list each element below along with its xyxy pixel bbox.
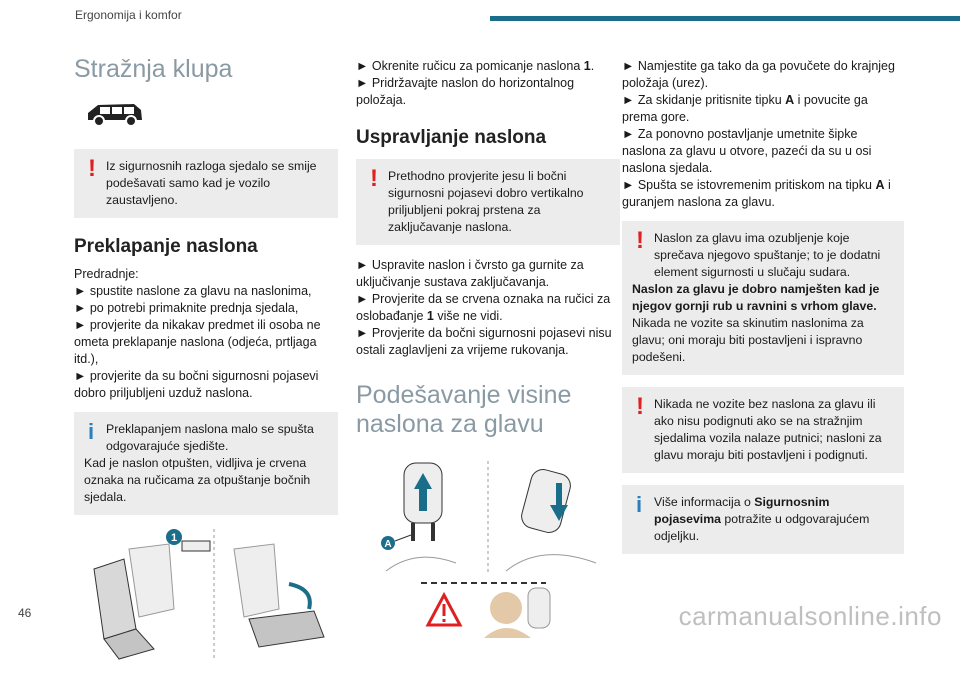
column-3 [622, 58, 904, 566]
headrest-illustration [356, 453, 620, 648]
warning-text-1: Naslon za glavu ima ozubljenje koje sprečava njegovo spuštanje; to je dodatni element sigurnosti u slučaju sudara. [654, 231, 881, 279]
warning-exclamation-icon: ! [636, 393, 644, 420]
info-icon: i [88, 419, 95, 444]
callout-a: A [384, 539, 392, 550]
section-header: Ergonomija i komfor [75, 8, 182, 22]
step-remove: ► Za skidanje pritisnite tipku A i povucite ga prema gore. [622, 93, 868, 124]
step-hold-backrest: ► Pridržavajte naslon do horizontalnog položaja. [356, 76, 575, 107]
warning-exclamation-icon: ! [88, 155, 96, 182]
step-raise-backrest: ► Uspravite naslon i čvrsto ga gurnite za uključivanje sustava zaključavanja. [356, 258, 584, 289]
warning-box-passengers [622, 387, 904, 473]
column-1 [74, 55, 338, 674]
seat-folding-illustration [74, 529, 338, 674]
step-2: ► po potrebi primaknite prednja sjedala, [74, 301, 299, 315]
info-text: Više informacija o Sigurnosnim pojasevima potražite u odgovarajućem odjeljku. [654, 495, 870, 543]
warning-text: Nikada ne vozite bez naslona za glavu ili ako nisu podignuti ako se na stražnjim sjedalima vozila nalaze putnici; nasloni za glavu moraju biti postavljeni i podignuti. [654, 397, 882, 462]
warning-text-bold: Naslon za glavu je dobro namješten kad je njegov gornji rub u ravnini s vrhom glave. [632, 282, 880, 313]
info-text-2: Kad je naslon otpušten, vidljiva je crvena oznaka na ručicama za otpuštanje bočnih sjedala. [84, 456, 311, 504]
warning-exclamation-icon: ! [636, 227, 644, 254]
section-title-folding: Preklapanje naslona [74, 236, 258, 257]
callout-1: 1 [170, 532, 178, 544]
section-title-raising: Uspravljanje naslona [356, 127, 547, 148]
warning-exclamation-icon: ! [370, 165, 378, 192]
warning-box [356, 159, 620, 245]
step-1: ► spustite naslone za glavu na naslonima, [74, 284, 312, 298]
column-2 [356, 58, 620, 648]
step-check-marker: ► Provjerite da se crvena oznaka na ručici za oslobađanje 1 više ne vidi. [356, 292, 611, 323]
warning-text: Iz sigurnosnih razloga sjedalo se smije podešavati samo kad je vozilo zaustavljeno. [106, 159, 317, 207]
info-box [74, 412, 338, 515]
step-pull-up: ► Namjestite ga tako da ga povučete do krajnjeg položaja (urez). [622, 59, 895, 90]
intro-text: Predradnje: [74, 267, 139, 281]
watermark: carmanualsonline.info [678, 601, 942, 631]
info-icon: i [636, 492, 643, 517]
warning-triangle-icon [428, 595, 460, 625]
step-lower: ► Spušta se istovremenim pritiskom na tipku A i guranjem naslona za glavu. [622, 178, 891, 209]
info-box-seatbelts [622, 485, 904, 554]
page-number: 46 [18, 606, 32, 620]
step-check-belts: ► Provjerite da bočni sigurnosni pojasevi nisu ostali zaglavljeni za vrijeme rukovanja. [356, 326, 612, 357]
warning-text: Prethodno provjerite jesu li bočni sigurnosni pojasevi dobro vertikalno priljubljeni pokraj prstena za zaključavanje naslona. [388, 169, 584, 234]
header-accent-bar [490, 16, 960, 21]
section-title-headrest: Podešavanje visine naslona za glavu [356, 381, 572, 438]
step-4: ► provjerite da su bočni sigurnosni pojasevi dobro priljubljeni uzduž naslona. [74, 369, 319, 400]
warning-box [74, 149, 338, 218]
warning-text-2: Nikada ne vozite sa skinutim naslonima za glavu; oni moraju biti postavljeni i ispravno podešeni. [632, 316, 864, 364]
info-text-1: Preklapanjem naslona malo se spušta odgovarajuće sjedište. [106, 422, 314, 453]
step-rotate-handle: ► Okrenite ručicu za pomicanje naslona 1. [356, 59, 595, 73]
step-refit: ► Za ponovno postavljanje umetnite šipke naslona za glavu u otvore, pazeći da su u osi naslona sjedala. [622, 127, 872, 175]
page-title: Stražnja klupa [74, 55, 233, 83]
car-icon [84, 98, 338, 133]
warning-box-headrest [622, 221, 904, 375]
step-3: ► provjerite da nikakav predmet ili osoba ne ometa preklapanje naslona (odjeća, prtljaga itd.), [74, 318, 321, 366]
